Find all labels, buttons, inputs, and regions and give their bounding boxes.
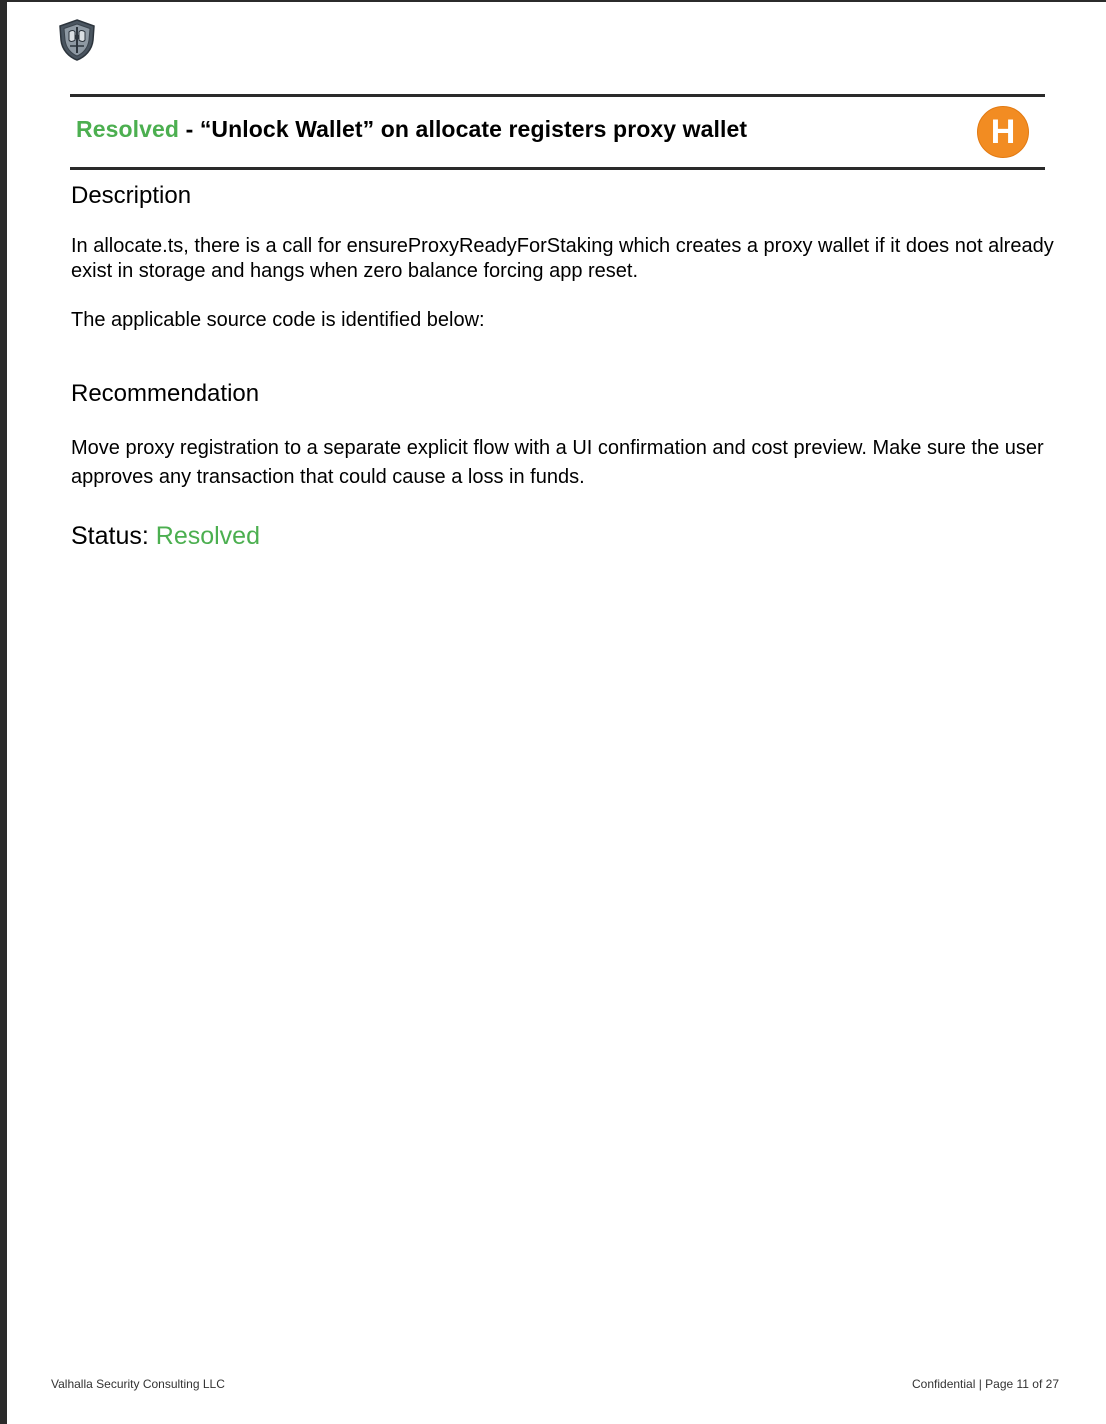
finding-title: [76, 116, 747, 143]
page-top-edge: [0, 0, 1106, 2]
source-code-note: The applicable source code is identified below:: [71, 309, 485, 331]
recommendation-heading: Recommendation: [71, 380, 260, 407]
severity-letter: H: [990, 113, 1016, 151]
finding-title-separator: -: [179, 116, 200, 142]
recommendation-body: Move proxy registration to a separate explicit flow with a UI confirmation and cost preview. Make sure the user approves any transaction that could cause a loss in funds.: [71, 437, 1044, 488]
title-bottom-rule: [70, 167, 1045, 170]
page-left-edge: [0, 0, 7, 1424]
finding-title-text: “Unlock Wallet” on allocate registers proxy wallet: [199, 116, 748, 142]
footer-page-info: Confidential | Page 11 of 27: [912, 1377, 1059, 1391]
severity-high-badge: [977, 106, 1029, 158]
description-body: In allocate.ts, there is a call for ensureProxyReadyForStaking which creates a proxy wallet if it does not already exist in storage and hangs when zero balance forcing app reset.: [71, 235, 1054, 282]
status-value: Resolved: [155, 522, 260, 550]
finding-status-tag: Resolved: [76, 116, 180, 142]
status-label: Status:: [71, 522, 156, 550]
footer-company: Valhalla Security Consulting LLC: [51, 1377, 225, 1391]
status-line: [71, 522, 260, 551]
title-top-rule: [70, 94, 1045, 97]
description-heading: Description: [71, 182, 192, 209]
shield-logo-icon: [56, 18, 98, 62]
